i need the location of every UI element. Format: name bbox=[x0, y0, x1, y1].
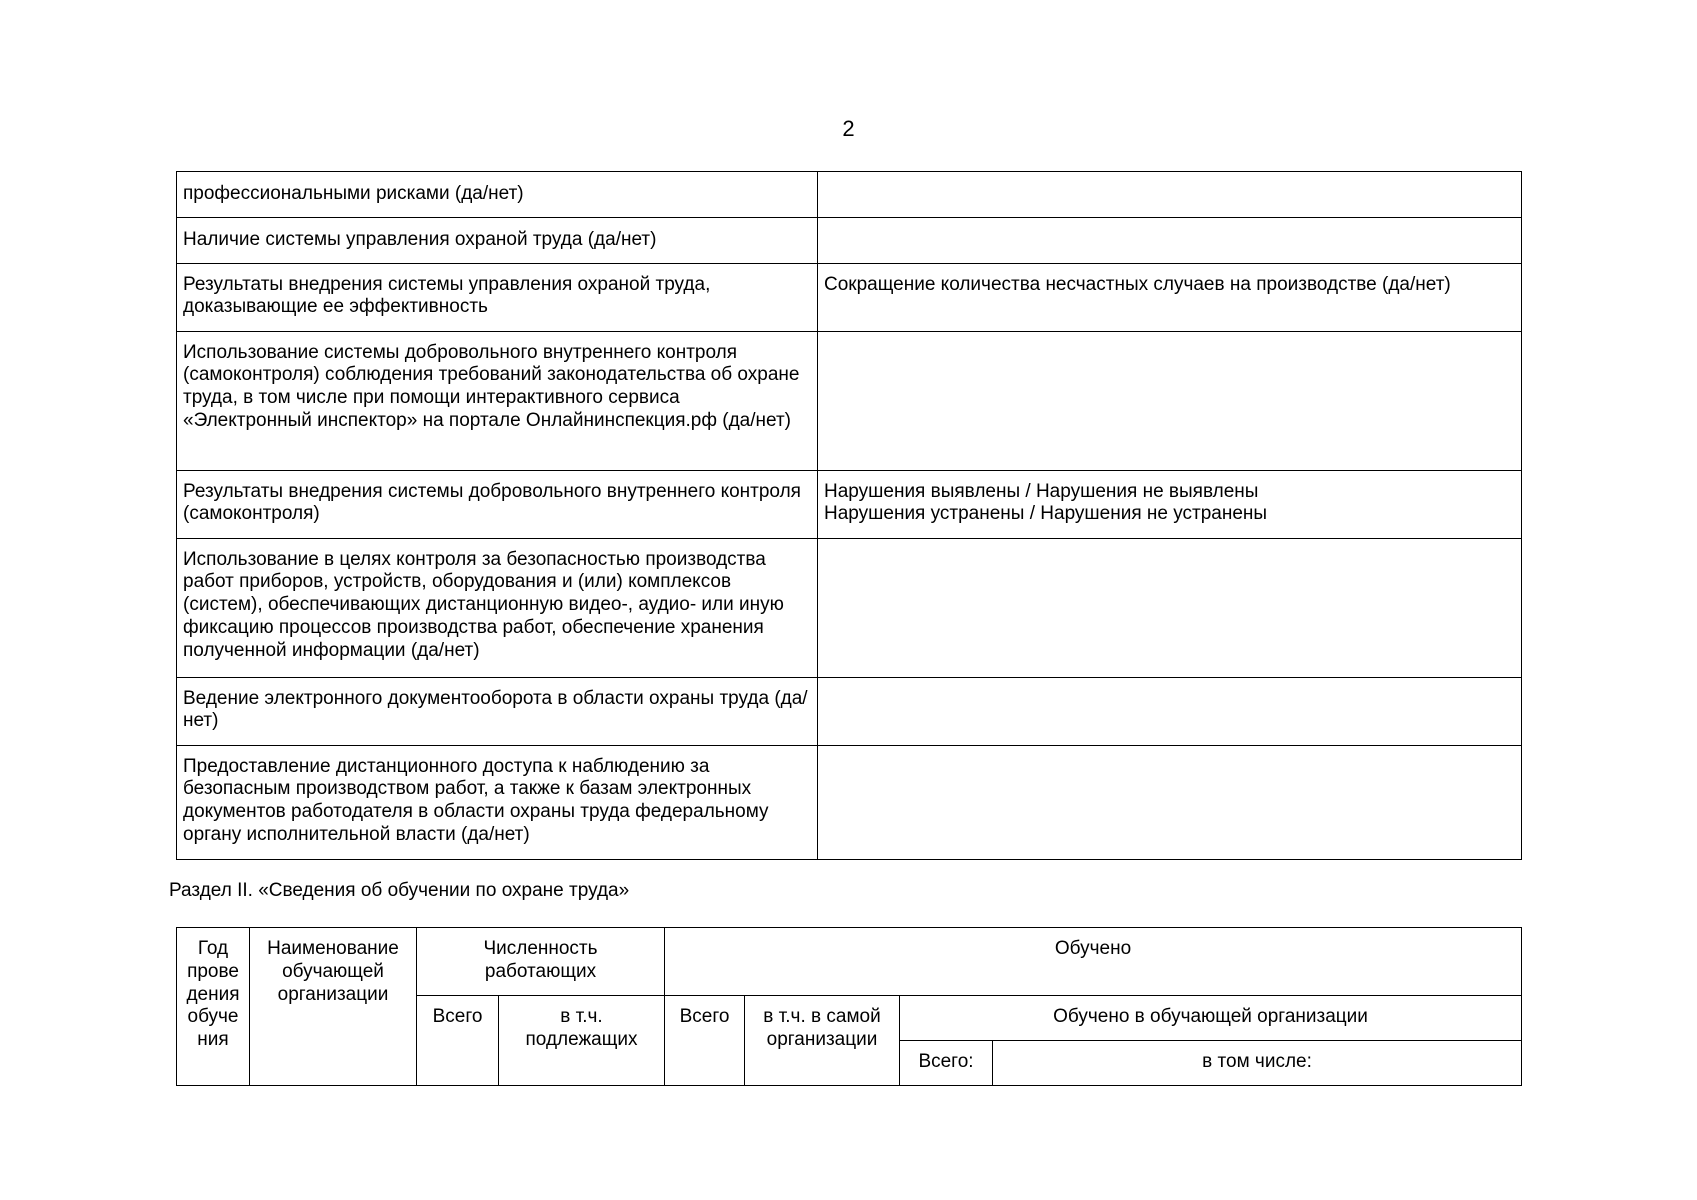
header-employees-total: Всего bbox=[417, 996, 499, 1086]
row-value bbox=[818, 217, 1522, 263]
table-row bbox=[177, 331, 1522, 470]
page-number: 2 bbox=[842, 116, 855, 141]
header-employees: Численность работающих bbox=[417, 928, 665, 996]
row-label: профессиональными рисками (да/нет) bbox=[177, 172, 818, 218]
table-row bbox=[177, 538, 1522, 677]
violations-fixed-line: Нарушения устранены / Нарушения не устранены bbox=[824, 503, 1268, 525]
header-org-name: Наименование обучающей организации bbox=[250, 928, 417, 1086]
row-label: Использование в целях контроля за безопасностью производства работ приборов, устройств, оборудования и (или) комплексов (систем), обеспечивающих дистанционную видео-, аудио- или иную фиксацию процессов производства работ, обеспечение хранения полученной информации (да/нет) bbox=[177, 538, 818, 677]
header-trained: Обучено bbox=[665, 928, 1522, 996]
row-value bbox=[818, 538, 1522, 677]
row-value bbox=[818, 677, 1522, 745]
row-label: Использование системы добровольного внутреннего контроля (самоконтроля) соблюдения требований законодательства об охране труда, в том числе при помощи интерактивного сервиса «Электронный инспектор» на портале Онлайнинспекция.рф (да/нет) bbox=[177, 331, 818, 470]
row-label: Предоставление дистанционного доступа к наблюдению за безопасным производством работ, а также к базам электронных документов работодателя в области охраны труда федеральному органу исполнительной власти (да/нет) bbox=[177, 745, 818, 859]
table-row bbox=[177, 172, 1522, 218]
table-row bbox=[177, 217, 1522, 263]
training-table bbox=[176, 927, 1522, 1086]
header-employees-subject: в т.ч. подлежащих bbox=[499, 996, 665, 1086]
row-value: Сокращение количества несчастных случаев на производстве (да/нет) bbox=[818, 263, 1522, 331]
row-label: Наличие системы управления охраной труда (да/нет) bbox=[177, 217, 818, 263]
row-value bbox=[818, 745, 1522, 859]
row-value bbox=[818, 172, 1522, 218]
row-label: Результаты внедрения системы добровольного внутреннего контроля (самоконтроля) bbox=[177, 470, 818, 538]
main-info-table bbox=[176, 171, 1522, 860]
row-label: Результаты внедрения системы управления охраной труда, доказывающие ее эффективность bbox=[177, 263, 818, 331]
table-row bbox=[177, 470, 1522, 538]
header-trained-total: Всего bbox=[665, 996, 745, 1086]
header-year: Год прове дения обуче ния bbox=[177, 928, 250, 1086]
table-row bbox=[177, 263, 1522, 331]
header-row bbox=[177, 928, 1522, 996]
header-training-org-total: Всего: bbox=[900, 1041, 993, 1086]
violations-detected-line: Нарушения выявлены / Нарушения не выявлены bbox=[824, 480, 1259, 502]
header-training-org-including: в том числе: bbox=[993, 1041, 1522, 1086]
header-trained-in-training-org: Обучено в обучающей организации bbox=[900, 996, 1522, 1041]
header-trained-in-house: в т.ч. в самой организации bbox=[745, 996, 900, 1086]
row-value bbox=[818, 470, 1522, 538]
row-label: Ведение электронного документооборота в области охраны труда (да/нет) bbox=[177, 677, 818, 745]
row-value bbox=[818, 331, 1522, 470]
section-heading: Раздел II. «Сведения об обучении по охране труда» bbox=[169, 880, 630, 901]
table-row bbox=[177, 745, 1522, 859]
table-row bbox=[177, 677, 1522, 745]
